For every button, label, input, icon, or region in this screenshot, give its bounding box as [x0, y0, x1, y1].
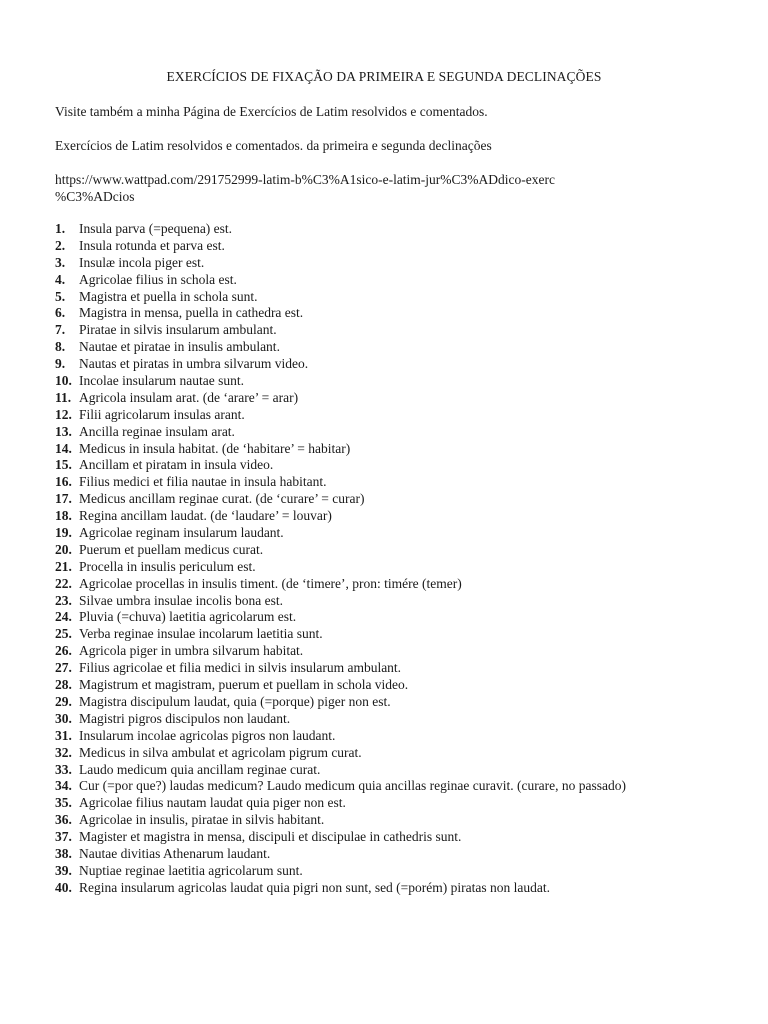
exercise-text: Insula parva (=pequena) est.: [79, 221, 233, 236]
exercise-number: 24.: [55, 609, 72, 625]
exercise-item: [55, 762, 755, 779]
exercise-number: 2.: [55, 237, 66, 253]
subtitle-paragraph: Exercícios de Latim resolvidos e comentados. da primeira e segunda declinações: [55, 138, 492, 153]
exercise-number: 20.: [55, 541, 72, 557]
exercise-item: [55, 390, 755, 407]
exercise-item: [55, 829, 755, 846]
exercise-item: [55, 474, 755, 491]
exercise-item: [55, 441, 755, 458]
exercise-text: Magister et magistra in mensa, discipuli et discipulae in cathedris sunt.: [79, 829, 462, 845]
exercise-item: [55, 660, 755, 677]
exercise-number: 9.: [55, 356, 66, 372]
exercise-item: [55, 221, 755, 238]
exercise-number: 26.: [55, 643, 72, 659]
exercise-item: [55, 255, 755, 272]
exercise-number: 35.: [55, 795, 72, 811]
exercise-text: Agricolae procellas in insulis timent. (de ‘timere’, pron: timére (temer): [79, 575, 462, 591]
exercise-item: [55, 778, 755, 795]
exercise-item: [55, 677, 755, 694]
exercise-number: 12.: [55, 406, 72, 422]
exercise-number: 10.: [55, 373, 72, 389]
exercise-text: Agricolae in insulis, piratae in silvis habitant.: [79, 812, 325, 828]
exercise-item: [55, 373, 755, 390]
exercise-text: Agricolae filius nautam laudat quia piger non est.: [79, 795, 346, 811]
exercise-number: 32.: [55, 744, 72, 760]
exercise-item: [55, 880, 755, 897]
exercise-text: Cur (=por que?) laudas medicum? Laudo medicum quia ancillas reginae curavit. (curare, no passado): [79, 778, 627, 794]
exercise-item: [55, 576, 755, 593]
exercise-text: Medicus ancillam reginae curat. (de ‘curare’ = curar): [79, 491, 365, 507]
exercise-text: Laudo medicum quia ancillam reginae curat.: [79, 761, 321, 777]
exercise-item: [55, 593, 755, 610]
url-link[interactable]: [55, 171, 735, 205]
exercise-number: 30.: [55, 710, 72, 726]
exercise-item: [55, 272, 755, 289]
exercise-text: Nautas et piratas in umbra silvarum video.: [79, 356, 309, 372]
exercise-number: 3.: [55, 254, 66, 270]
exercise-item: [55, 609, 755, 626]
exercise-number: 25.: [55, 626, 72, 642]
exercise-text: Procella in insulis periculum est.: [79, 558, 256, 574]
exercise-item: [55, 542, 755, 559]
exercise-item: [55, 728, 755, 745]
url-line-2[interactable]: %C3%ADcios: [55, 189, 135, 204]
exercise-item: [55, 559, 755, 576]
exercise-text: Magistra in mensa, puella in cathedra est.: [79, 305, 304, 321]
exercise-item: [55, 795, 755, 812]
exercise-number: 4.: [55, 271, 66, 287]
exercise-text: Filius agricolae et filia medici in silvis insularum ambulant.: [79, 660, 402, 676]
exercise-number: 27.: [55, 660, 72, 676]
exercise-item: [55, 322, 755, 339]
exercise-text: Filii agricolarum insulas arant.: [79, 406, 245, 422]
exercise-item: [55, 238, 755, 255]
exercise-item: [55, 863, 755, 880]
exercise-number: 40.: [55, 879, 72, 895]
exercise-item: [55, 457, 755, 474]
exercise-text: Agricola insulam arat. (de ‘arare’ = arar): [79, 389, 299, 405]
exercise-item: [55, 407, 755, 424]
exercise-text: Puerum et puellam medicus curat.: [79, 541, 264, 557]
exercise-item: [55, 339, 755, 356]
exercise-text: Nautae divitias Athenarum laudant.: [79, 845, 271, 861]
exercise-text: Nuptiae reginae laetitia agricolarum sunt.: [79, 862, 303, 878]
exercise-item: [55, 356, 755, 373]
exercise-text: Pluvia (=chuva) laetitia agricolarum est.: [79, 609, 297, 625]
exercise-item: [55, 694, 755, 711]
exercise-number: 37.: [55, 829, 72, 845]
exercise-item: [55, 424, 755, 441]
exercise-text: Insulæ incola piger est.: [79, 254, 205, 270]
exercise-number: 5.: [55, 288, 66, 304]
exercise-text: Insularum incolae agricolas pigros non laudant.: [79, 727, 336, 743]
exercise-text: Magistri pigros discipulos non laudant.: [79, 710, 291, 726]
exercise-number: 38.: [55, 845, 72, 861]
exercise-text: Filius medici et filia nautae in insula habitant.: [79, 474, 327, 490]
exercise-item: [55, 626, 755, 643]
exercise-number: 22.: [55, 575, 72, 591]
exercise-number: 13.: [55, 423, 72, 439]
intro-paragraph: Visite também a minha Página de Exercícios de Latim resolvidos e comentados.: [55, 104, 488, 119]
exercise-number: 31.: [55, 727, 72, 743]
exercise-item: [55, 491, 755, 508]
exercise-number: 1.: [55, 221, 66, 236]
exercise-text: Magistra et puella in schola sunt.: [79, 288, 258, 304]
exercise-item: [55, 846, 755, 863]
exercise-item: [55, 525, 755, 542]
exercise-text: Ancilla reginae insulam arat.: [79, 423, 235, 439]
exercise-item: [55, 508, 755, 525]
exercise-number: 18.: [55, 508, 72, 524]
exercise-item: [55, 812, 755, 829]
exercise-text: Nautae et piratae in insulis ambulant.: [79, 339, 280, 355]
exercise-number: 39.: [55, 862, 72, 878]
exercise-number: 19.: [55, 525, 72, 541]
exercise-text: Piratae in silvis insularum ambulant.: [79, 322, 277, 338]
exercise-text: Magistra discipulum laudat, quia (=porque) piger non est.: [79, 693, 391, 709]
exercise-number: 7.: [55, 322, 66, 338]
exercise-number: 17.: [55, 491, 72, 507]
exercise-text: Regina ancillam laudat. (de ‘laudare’ = louvar): [79, 508, 332, 524]
exercise-text: Medicus in silva ambulat et agricolam pigrum curat.: [79, 744, 362, 760]
exercise-number: 6.: [55, 305, 66, 321]
exercise-text: Verba reginae insulae incolarum laetitia sunt.: [79, 626, 323, 642]
exercise-number: 8.: [55, 339, 66, 355]
url-line-1[interactable]: https://www.wattpad.com/291752999-latim-b%C3%A1sico-e-latim-jur%C3%ADdico-exerc: [55, 172, 556, 187]
exercise-text: Silvae umbra insulae incolis bona est.: [79, 592, 283, 608]
exercise-number: 15.: [55, 457, 72, 473]
document-title: EXERCÍCIOS DE FIXAÇÃO DA PRIMEIRA E SEGUNDA DECLINAÇÕES: [166, 69, 602, 84]
exercise-number: 21.: [55, 558, 72, 574]
exercise-item: [55, 289, 755, 306]
exercise-number: 34.: [55, 778, 72, 794]
exercise-item: [55, 305, 755, 322]
exercise-number: 36.: [55, 812, 72, 828]
exercise-text: Agricola piger in umbra silvarum habitat.: [79, 643, 304, 659]
exercise-text: Agricolae filius in schola est.: [79, 271, 237, 287]
exercise-text: Magistrum et magistram, puerum et puellam in schola video.: [79, 677, 409, 693]
exercise-text: Regina insularum agricolas laudat quia pigri non sunt, sed (=porém) piratas non laudat.: [79, 879, 550, 895]
exercise-number: 11.: [55, 389, 72, 405]
exercise-text: Medicus in insula habitat. (de ‘habitare’ = habitar): [79, 440, 351, 456]
exercise-text: Insula rotunda et parva est.: [79, 237, 225, 253]
exercise-number: 33.: [55, 761, 72, 777]
exercise-text: Incolae insularum nautae sunt.: [79, 373, 244, 389]
exercise-item: [55, 711, 755, 728]
exercise-number: 23.: [55, 592, 72, 608]
exercise-item: [55, 745, 755, 762]
exercise-text: Ancillam et piratam in insula video.: [79, 457, 274, 473]
exercise-item: [55, 643, 755, 660]
exercise-number: 14.: [55, 440, 72, 456]
exercise-list: [55, 221, 755, 897]
exercise-number: 28.: [55, 677, 72, 693]
exercise-number: 16.: [55, 474, 72, 490]
exercise-number: 29.: [55, 693, 72, 709]
exercise-text: Agricolae reginam insularum laudant.: [79, 525, 284, 541]
